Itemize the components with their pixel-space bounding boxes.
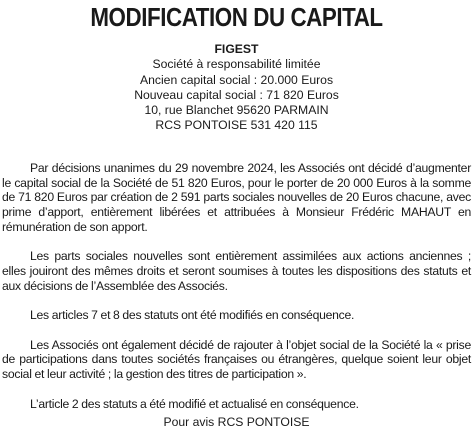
company-name: FIGEST <box>214 42 259 56</box>
company-address: 10, rue Blanchet 95620 PARMAIN <box>144 103 329 118</box>
paragraph-corporate-purpose: Les Associés ont également décidé de rajouter à l’objet social de la Société la « prise de participations dans toutes sociétés françaises ou étrangères, quelque soient leur objet social et leur activité ; la gestion des titres de participation ». <box>2 337 471 382</box>
notice-body <box>2 161 471 426</box>
notice-title: MODIFICATION DU CAPITAL <box>90 2 383 32</box>
paragraph-new-shares: Les parts sociales nouvelles sont entièrement assimilées aux actions anciennes ; elles jouiront des mêmes droits et seront soumises à toutes les dispositions des statuts et aux décisions de l’Assemblée des Associés. <box>2 249 471 293</box>
legal-form: Société à responsabilité limitée <box>152 57 321 72</box>
paragraph-article-2: L’article 2 des statuts a été modifié et actualisé en conséquence. <box>30 396 359 411</box>
paragraph-capital-increase: Par décisions unanimes du 29 novembre 2024, les Associés ont décidé d’augmenter le capital social de la Société de 51 820 Euros, pour le porter de 20 000 Euros à la somme de 71 820 Euros par création de 2 591 parts sociales nouvelles de 20 Euros chacune, avec prime d’apport, entièrement libérées et attribuées à Monsieur Frédéric MAHAUT en rémunération de son apport. <box>2 161 471 234</box>
paragraph-articles-modified: Les articles 7 et 8 des statuts ont été modifiés en conséquence. <box>30 308 355 323</box>
notice-signature: Pour avis RCS PONTOISE <box>163 415 310 429</box>
company-registration: RCS PONTOISE 531 420 115 <box>155 118 318 133</box>
company-header <box>0 42 473 134</box>
old-capital: Ancien capital social : 20.000 Euros <box>139 72 334 87</box>
new-capital: Nouveau capital social : 71 820 Euros <box>134 87 339 102</box>
